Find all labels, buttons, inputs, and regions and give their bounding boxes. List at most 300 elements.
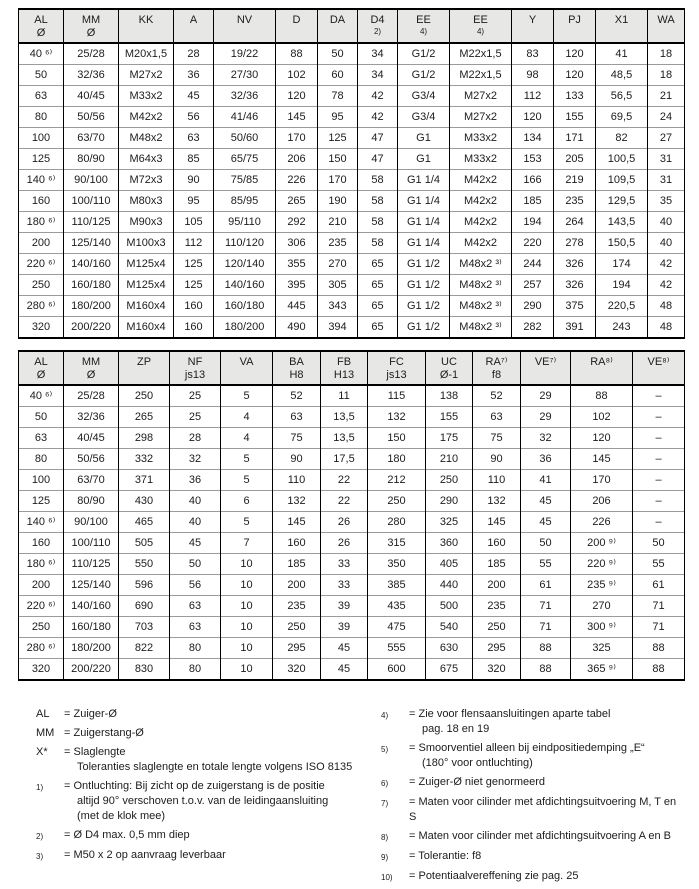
table-cell: 292 xyxy=(276,212,318,233)
table-cell: M42x2 xyxy=(450,170,512,191)
table-cell: 65 xyxy=(358,296,398,317)
table-cell: 200 xyxy=(473,575,521,596)
table-cell: 110 xyxy=(473,470,521,491)
table-cell: 150,5 xyxy=(596,233,648,254)
table-row xyxy=(19,428,685,449)
table-row xyxy=(19,512,685,533)
table-cell: 31 xyxy=(648,170,685,191)
table-cell: 200 xyxy=(19,575,64,596)
table-cell: 160 xyxy=(19,533,64,554)
footnote-text: = Smoorventiel alleen bij eindpositiedemping „E“ (180° voor ontluchting) xyxy=(409,742,645,769)
table-cell: 170 xyxy=(276,128,318,149)
table-cell: G1 1/2 xyxy=(398,275,450,296)
table-row xyxy=(19,596,685,617)
column-header-al: AL Ø xyxy=(19,351,64,385)
table-cell: 32 xyxy=(521,428,571,449)
table-cell: 250 xyxy=(119,385,170,407)
table-cell: G1 1/2 xyxy=(398,317,450,339)
table-cell: 78 xyxy=(318,86,358,107)
table-header-row xyxy=(19,9,685,43)
table-cell: 34 xyxy=(358,65,398,86)
table-cell: 65/75 xyxy=(214,149,276,170)
table-cell: 550 xyxy=(119,554,170,575)
table-cell: 50 xyxy=(170,554,221,575)
table-cell: 143,5 xyxy=(596,212,648,233)
table-cell: 80 xyxy=(19,107,64,128)
table-cell: 120 xyxy=(554,43,596,65)
column-header-d: D xyxy=(276,9,318,43)
footnote-text: = Maten voor cilinder met afdichtingsuitvoering A en B xyxy=(409,830,672,842)
table-cell: 7 xyxy=(221,533,273,554)
table-cell: 10 xyxy=(221,554,273,575)
column-header-al: AL Ø xyxy=(19,9,64,43)
table-cell: 194 xyxy=(512,212,554,233)
table-cell: 140 ⁶⁾ xyxy=(19,170,64,191)
table-cell: 290 xyxy=(426,491,473,512)
column-header-fc: FC js13 xyxy=(368,351,426,385)
table-cell: 125 xyxy=(174,254,214,275)
table-row xyxy=(19,575,685,596)
table-cell: 55 xyxy=(521,554,571,575)
table-cell: 36 xyxy=(521,449,571,470)
table-cell: 40 ⁶⁾ xyxy=(19,385,64,407)
column-header-y: Y xyxy=(512,9,554,43)
table-cell: 4 xyxy=(221,407,273,428)
table-cell: M48x2 ³⁾ xyxy=(450,275,512,296)
table-cell: 134 xyxy=(512,128,554,149)
table-cell: 375 xyxy=(554,296,596,317)
table-cell: 42 xyxy=(648,254,685,275)
table-cell: M160x4 xyxy=(119,296,174,317)
table-cell: 100,5 xyxy=(596,149,648,170)
footnote-text: = M50 x 2 op aanvraag leverbaar xyxy=(64,849,226,861)
footnote-marker: 2) xyxy=(36,832,44,841)
table-cell: 200 ⁹⁾ xyxy=(571,533,633,554)
table-cell: 180/200 xyxy=(64,638,119,659)
table-cell: 25/28 xyxy=(64,43,119,65)
table-row xyxy=(19,170,685,191)
table-cell: 385 xyxy=(368,575,426,596)
table-cell: 315 xyxy=(368,533,426,554)
table-cell: 10 xyxy=(221,575,273,596)
table-cell: 22 xyxy=(321,470,368,491)
table-cell: 822 xyxy=(119,638,170,659)
table-cell: G1 1/4 xyxy=(398,212,450,233)
table-cell: 88 xyxy=(521,638,571,659)
table-cell: 65 xyxy=(358,317,398,339)
table-cell: 10 xyxy=(221,638,273,659)
table-cell: 24 xyxy=(648,107,685,128)
table-cell: – xyxy=(633,385,685,407)
table-row xyxy=(19,212,685,233)
table-row xyxy=(19,149,685,170)
footnote-marker: 7) xyxy=(381,799,389,808)
table-cell: 40/45 xyxy=(64,428,119,449)
table-cell: 365 ⁹⁾ xyxy=(571,659,633,681)
table-cell: 280 ⁶⁾ xyxy=(19,638,64,659)
table-cell: 40 xyxy=(170,491,221,512)
table-cell: 50/56 xyxy=(64,449,119,470)
table-cell: 226 xyxy=(276,170,318,191)
table-cell: M100x3 xyxy=(119,233,174,254)
table-cell: M33x2 xyxy=(450,149,512,170)
table-cell: 5 xyxy=(221,385,273,407)
table-cell: 102 xyxy=(571,407,633,428)
footnote xyxy=(381,849,684,865)
table-cell: 58 xyxy=(358,212,398,233)
column-header-wa: WA xyxy=(648,9,685,43)
footnote-marker: 3) xyxy=(36,852,44,861)
table-cell: 63 xyxy=(473,407,521,428)
table-cell: 90 xyxy=(273,449,321,470)
table-cell: 280 xyxy=(368,512,426,533)
table-cell: 50 xyxy=(19,65,64,86)
footnote-text: = Potentiaalvereffening zie pag. 25 xyxy=(409,870,579,882)
table-cell: 61 xyxy=(521,575,571,596)
footnote-text: = Ontluchting: Bij zicht op de zuigerstang is de positie altijd 90° verschoven t.o.v. van de leidingaansluiting (met de klok mee) xyxy=(64,780,329,822)
table-cell: 34 xyxy=(358,43,398,65)
table-row xyxy=(19,254,685,275)
footnote-text: = Maten voor cilinder met afdichtingsuitvoering M, T en S xyxy=(409,796,677,823)
table-row xyxy=(19,128,685,149)
table-cell: 206 xyxy=(571,491,633,512)
table-cell: 465 xyxy=(119,512,170,533)
table-cell: 540 xyxy=(426,617,473,638)
table-cell: – xyxy=(633,512,685,533)
table-cell: 40 xyxy=(170,512,221,533)
table-cell: 85 xyxy=(174,149,214,170)
table-cell: 42 xyxy=(358,86,398,107)
table-cell: 60 xyxy=(318,65,358,86)
table-cell: 40 xyxy=(648,212,685,233)
column-header-kk: KK xyxy=(119,9,174,43)
table-cell: 220 ⁹⁾ xyxy=(571,554,633,575)
table-cell: 40/45 xyxy=(64,86,119,107)
table-cell: 100 xyxy=(19,128,64,149)
footnote-marker: 10) xyxy=(381,873,393,882)
column-header-ba: BA H8 xyxy=(273,351,321,385)
table-cell: 145 xyxy=(473,512,521,533)
table-cell: 305 xyxy=(318,275,358,296)
table-cell: 110/125 xyxy=(64,212,119,233)
table-cell: M90x3 xyxy=(119,212,174,233)
table-cell: 63/70 xyxy=(64,128,119,149)
table-cell: 170 xyxy=(318,170,358,191)
table-cell: 100/110 xyxy=(64,191,119,212)
footnote xyxy=(381,795,684,825)
table-cell: 320 xyxy=(273,659,321,681)
table-cell: 45 xyxy=(521,491,571,512)
table-cell: 235 xyxy=(273,596,321,617)
table-cell: 5 xyxy=(221,470,273,491)
table-cell: 50 xyxy=(521,533,571,554)
table-cell: 270 xyxy=(318,254,358,275)
table-cell: 47 xyxy=(358,128,398,149)
table-cell: 326 xyxy=(554,254,596,275)
table-cell: 250 xyxy=(273,617,321,638)
footnote xyxy=(381,741,684,771)
table-cell: M48x2 xyxy=(119,128,174,149)
table-cell: 75 xyxy=(473,428,521,449)
footnote xyxy=(36,745,381,775)
table-cell: 10 xyxy=(221,659,273,681)
footnotes-section xyxy=(18,707,684,889)
table-cell: 42 xyxy=(648,275,685,296)
table-cell: G1/2 xyxy=(398,43,450,65)
table-cell: M48x2 ³⁾ xyxy=(450,254,512,275)
table-cell: 264 xyxy=(554,212,596,233)
table-cell: 320 xyxy=(19,317,64,339)
footnote-text: = Zuigerstang-Ø xyxy=(64,727,144,739)
column-header-mm: MM Ø xyxy=(64,351,119,385)
table-row xyxy=(19,86,685,107)
table-cell: 250 xyxy=(19,617,64,638)
table-cell: 125 xyxy=(19,149,64,170)
table-cell: 129,5 xyxy=(596,191,648,212)
table-cell: G1 1/4 xyxy=(398,233,450,254)
table-cell: 28 xyxy=(174,43,214,65)
table-cell: G3/4 xyxy=(398,107,450,128)
table-row xyxy=(19,65,685,86)
table-cell: 630 xyxy=(426,638,473,659)
table-cell: 830 xyxy=(119,659,170,681)
table-cell: 69,5 xyxy=(596,107,648,128)
table-row xyxy=(19,107,685,128)
table-cell: 132 xyxy=(273,491,321,512)
table-cell: 244 xyxy=(512,254,554,275)
table-cell: 180 xyxy=(368,449,426,470)
table-cell: 395 xyxy=(276,275,318,296)
table-cell: 153 xyxy=(512,149,554,170)
footnote-marker: 6) xyxy=(381,779,389,788)
table-cell: 10 xyxy=(221,617,273,638)
table-cell: 160/180 xyxy=(214,296,276,317)
table-cell: 500 xyxy=(426,596,473,617)
column-header-x1: X1 xyxy=(596,9,648,43)
table-cell: 150 xyxy=(318,149,358,170)
table-cell: M42x2 xyxy=(119,107,174,128)
table-cell: 29 xyxy=(521,385,571,407)
table-cell: M22x1,5 xyxy=(450,43,512,65)
column-header-va: VA xyxy=(221,351,273,385)
table-cell: 220,5 xyxy=(596,296,648,317)
table-cell: 95 xyxy=(318,107,358,128)
table-cell: 166 xyxy=(512,170,554,191)
table-cell: 235 xyxy=(318,233,358,254)
table-cell: 300 ⁹⁾ xyxy=(571,617,633,638)
table-cell: 600 xyxy=(368,659,426,681)
table-cell: 343 xyxy=(318,296,358,317)
table-cell: M72x3 xyxy=(119,170,174,191)
table-cell: 18 xyxy=(648,65,685,86)
table-cell: 50 xyxy=(633,533,685,554)
table-cell: 257 xyxy=(512,275,554,296)
table-cell: 40 ⁶⁾ xyxy=(19,43,64,65)
table-cell: 371 xyxy=(119,470,170,491)
table-cell: 235 xyxy=(554,191,596,212)
table-cell: 95 xyxy=(174,191,214,212)
table-cell: 56 xyxy=(174,107,214,128)
table-cell: 88 xyxy=(521,659,571,681)
column-header-ra: RA⁷⁾ f8 xyxy=(473,351,521,385)
table-cell: 112 xyxy=(512,86,554,107)
table-cell: 5 xyxy=(221,449,273,470)
table-cell: 145 xyxy=(571,449,633,470)
table-cell: 210 xyxy=(426,449,473,470)
table-cell: 65 xyxy=(358,254,398,275)
table-cell: 55 xyxy=(633,554,685,575)
table-cell: – xyxy=(633,428,685,449)
table-cell: 475 xyxy=(368,617,426,638)
table-header-row xyxy=(19,351,685,385)
table-cell: 27/30 xyxy=(214,65,276,86)
table-cell: 405 xyxy=(426,554,473,575)
table-cell: 63 xyxy=(174,128,214,149)
table-cell: 295 xyxy=(273,638,321,659)
footnote-marker: X* xyxy=(36,746,48,758)
table-cell: 160 xyxy=(19,191,64,212)
table-cell: 290 xyxy=(512,296,554,317)
table-cell: M27x2 xyxy=(450,86,512,107)
column-header-a: A xyxy=(174,9,214,43)
table-cell: 98 xyxy=(512,65,554,86)
table-cell: 58 xyxy=(358,170,398,191)
footnote-text: = Tolerantie: f8 xyxy=(409,850,482,862)
table-cell: 185 xyxy=(512,191,554,212)
table-cell: 145 xyxy=(273,512,321,533)
table-cell: 39 xyxy=(321,596,368,617)
table-cell: 48,5 xyxy=(596,65,648,86)
footnote-marker: 8) xyxy=(381,833,389,842)
table-cell: 100 xyxy=(19,470,64,491)
table-cell: 85/95 xyxy=(214,191,276,212)
table-cell: 28 xyxy=(170,428,221,449)
footnote-text: = Zuiger-Ø xyxy=(64,708,117,720)
table-cell: 88 xyxy=(276,43,318,65)
table-row xyxy=(19,449,685,470)
footnote-text: = Zie voor flensaansluitingen aparte tabel pag. 18 en 19 xyxy=(409,708,611,735)
table-cell: 140/160 xyxy=(64,596,119,617)
table-cell: – xyxy=(633,470,685,491)
column-header-ee: EE 4) xyxy=(398,9,450,43)
table-cell: 145 xyxy=(276,107,318,128)
table-cell: 88 xyxy=(633,638,685,659)
table-cell: 102 xyxy=(276,65,318,86)
table-cell: 110/120 xyxy=(214,233,276,254)
table-cell: 325 xyxy=(426,512,473,533)
table-row xyxy=(19,638,685,659)
table-cell: 320 xyxy=(473,659,521,681)
table-cell: 391 xyxy=(554,317,596,339)
table-cell: M33x2 xyxy=(450,128,512,149)
footnote-text: = Zuiger-Ø niet genormeerd xyxy=(409,776,546,788)
table-cell: 50/56 xyxy=(64,107,119,128)
table-cell: 180 ⁶⁾ xyxy=(19,212,64,233)
column-header-fb: FB H13 xyxy=(321,351,368,385)
table-cell: G1 xyxy=(398,149,450,170)
table-cell: M64x3 xyxy=(119,149,174,170)
table-row xyxy=(19,233,685,254)
table-cell: 190 xyxy=(318,191,358,212)
table-cell: 140/160 xyxy=(214,275,276,296)
table-cell: 52 xyxy=(473,385,521,407)
footnote-marker: AL xyxy=(36,708,50,720)
spec-table-2 xyxy=(18,350,685,681)
table-cell: 33 xyxy=(321,575,368,596)
table-cell: 210 xyxy=(318,212,358,233)
table-cell: 25 xyxy=(170,385,221,407)
table-cell: 200/220 xyxy=(64,659,119,681)
table-cell: 27 xyxy=(648,128,685,149)
table-cell: 171 xyxy=(554,128,596,149)
table-cell: M42x2 xyxy=(450,212,512,233)
table-cell: 10 xyxy=(221,596,273,617)
column-header-mm: MM Ø xyxy=(64,9,119,43)
table-row xyxy=(19,43,685,65)
table-cell: 80 xyxy=(170,659,221,681)
table-cell: 174 xyxy=(596,254,648,275)
table-cell: 332 xyxy=(119,449,170,470)
table-cell: 160 xyxy=(174,296,214,317)
table-cell: 80/90 xyxy=(64,149,119,170)
table-cell: 56 xyxy=(170,575,221,596)
table-cell: G1 1/2 xyxy=(398,254,450,275)
table-cell: 32/36 xyxy=(214,86,276,107)
table-cell: 150 xyxy=(368,428,426,449)
table-cell: 243 xyxy=(596,317,648,339)
table-cell: 160/180 xyxy=(64,275,119,296)
table-cell: 125 xyxy=(19,491,64,512)
table-cell: M42x2 xyxy=(450,191,512,212)
table-cell: 200 xyxy=(19,233,64,254)
table-cell: 394 xyxy=(318,317,358,339)
table-cell: 90 xyxy=(174,170,214,191)
table-cell: 11 xyxy=(321,385,368,407)
table-cell: M20x1,5 xyxy=(119,43,174,65)
table-cell: 63 xyxy=(19,428,64,449)
footnote xyxy=(36,726,381,741)
table-cell: 22 xyxy=(321,491,368,512)
column-header-zp: ZP xyxy=(119,351,170,385)
table-cell: 125 xyxy=(318,128,358,149)
column-header-nf: NF js13 xyxy=(170,351,221,385)
spec-table-1 xyxy=(18,8,685,339)
table-cell: 56,5 xyxy=(596,86,648,107)
column-header-ve: VE⁸⁾ xyxy=(633,351,685,385)
table-cell: 155 xyxy=(554,107,596,128)
table-cell: 75 xyxy=(273,428,321,449)
table-row xyxy=(19,191,685,212)
table-cell: 250 xyxy=(473,617,521,638)
table-cell: 48 xyxy=(648,317,685,339)
column-header-da: DA xyxy=(318,9,358,43)
table-cell: 360 xyxy=(426,533,473,554)
footnotes-left-column xyxy=(36,707,381,889)
table-cell: 160 xyxy=(273,533,321,554)
table-cell: 265 xyxy=(119,407,170,428)
table-row xyxy=(19,407,685,428)
table-cell: 120 xyxy=(276,86,318,107)
table-cell: 435 xyxy=(368,596,426,617)
table-cell: 32 xyxy=(170,449,221,470)
table-cell: 265 xyxy=(276,191,318,212)
table-cell: M48x2 ³⁾ xyxy=(450,317,512,339)
table-row xyxy=(19,385,685,407)
table-cell: 45 xyxy=(521,512,571,533)
table-cell: 220 ⁶⁾ xyxy=(19,254,64,275)
table-cell: 110/125 xyxy=(64,554,119,575)
footnote xyxy=(36,707,381,722)
